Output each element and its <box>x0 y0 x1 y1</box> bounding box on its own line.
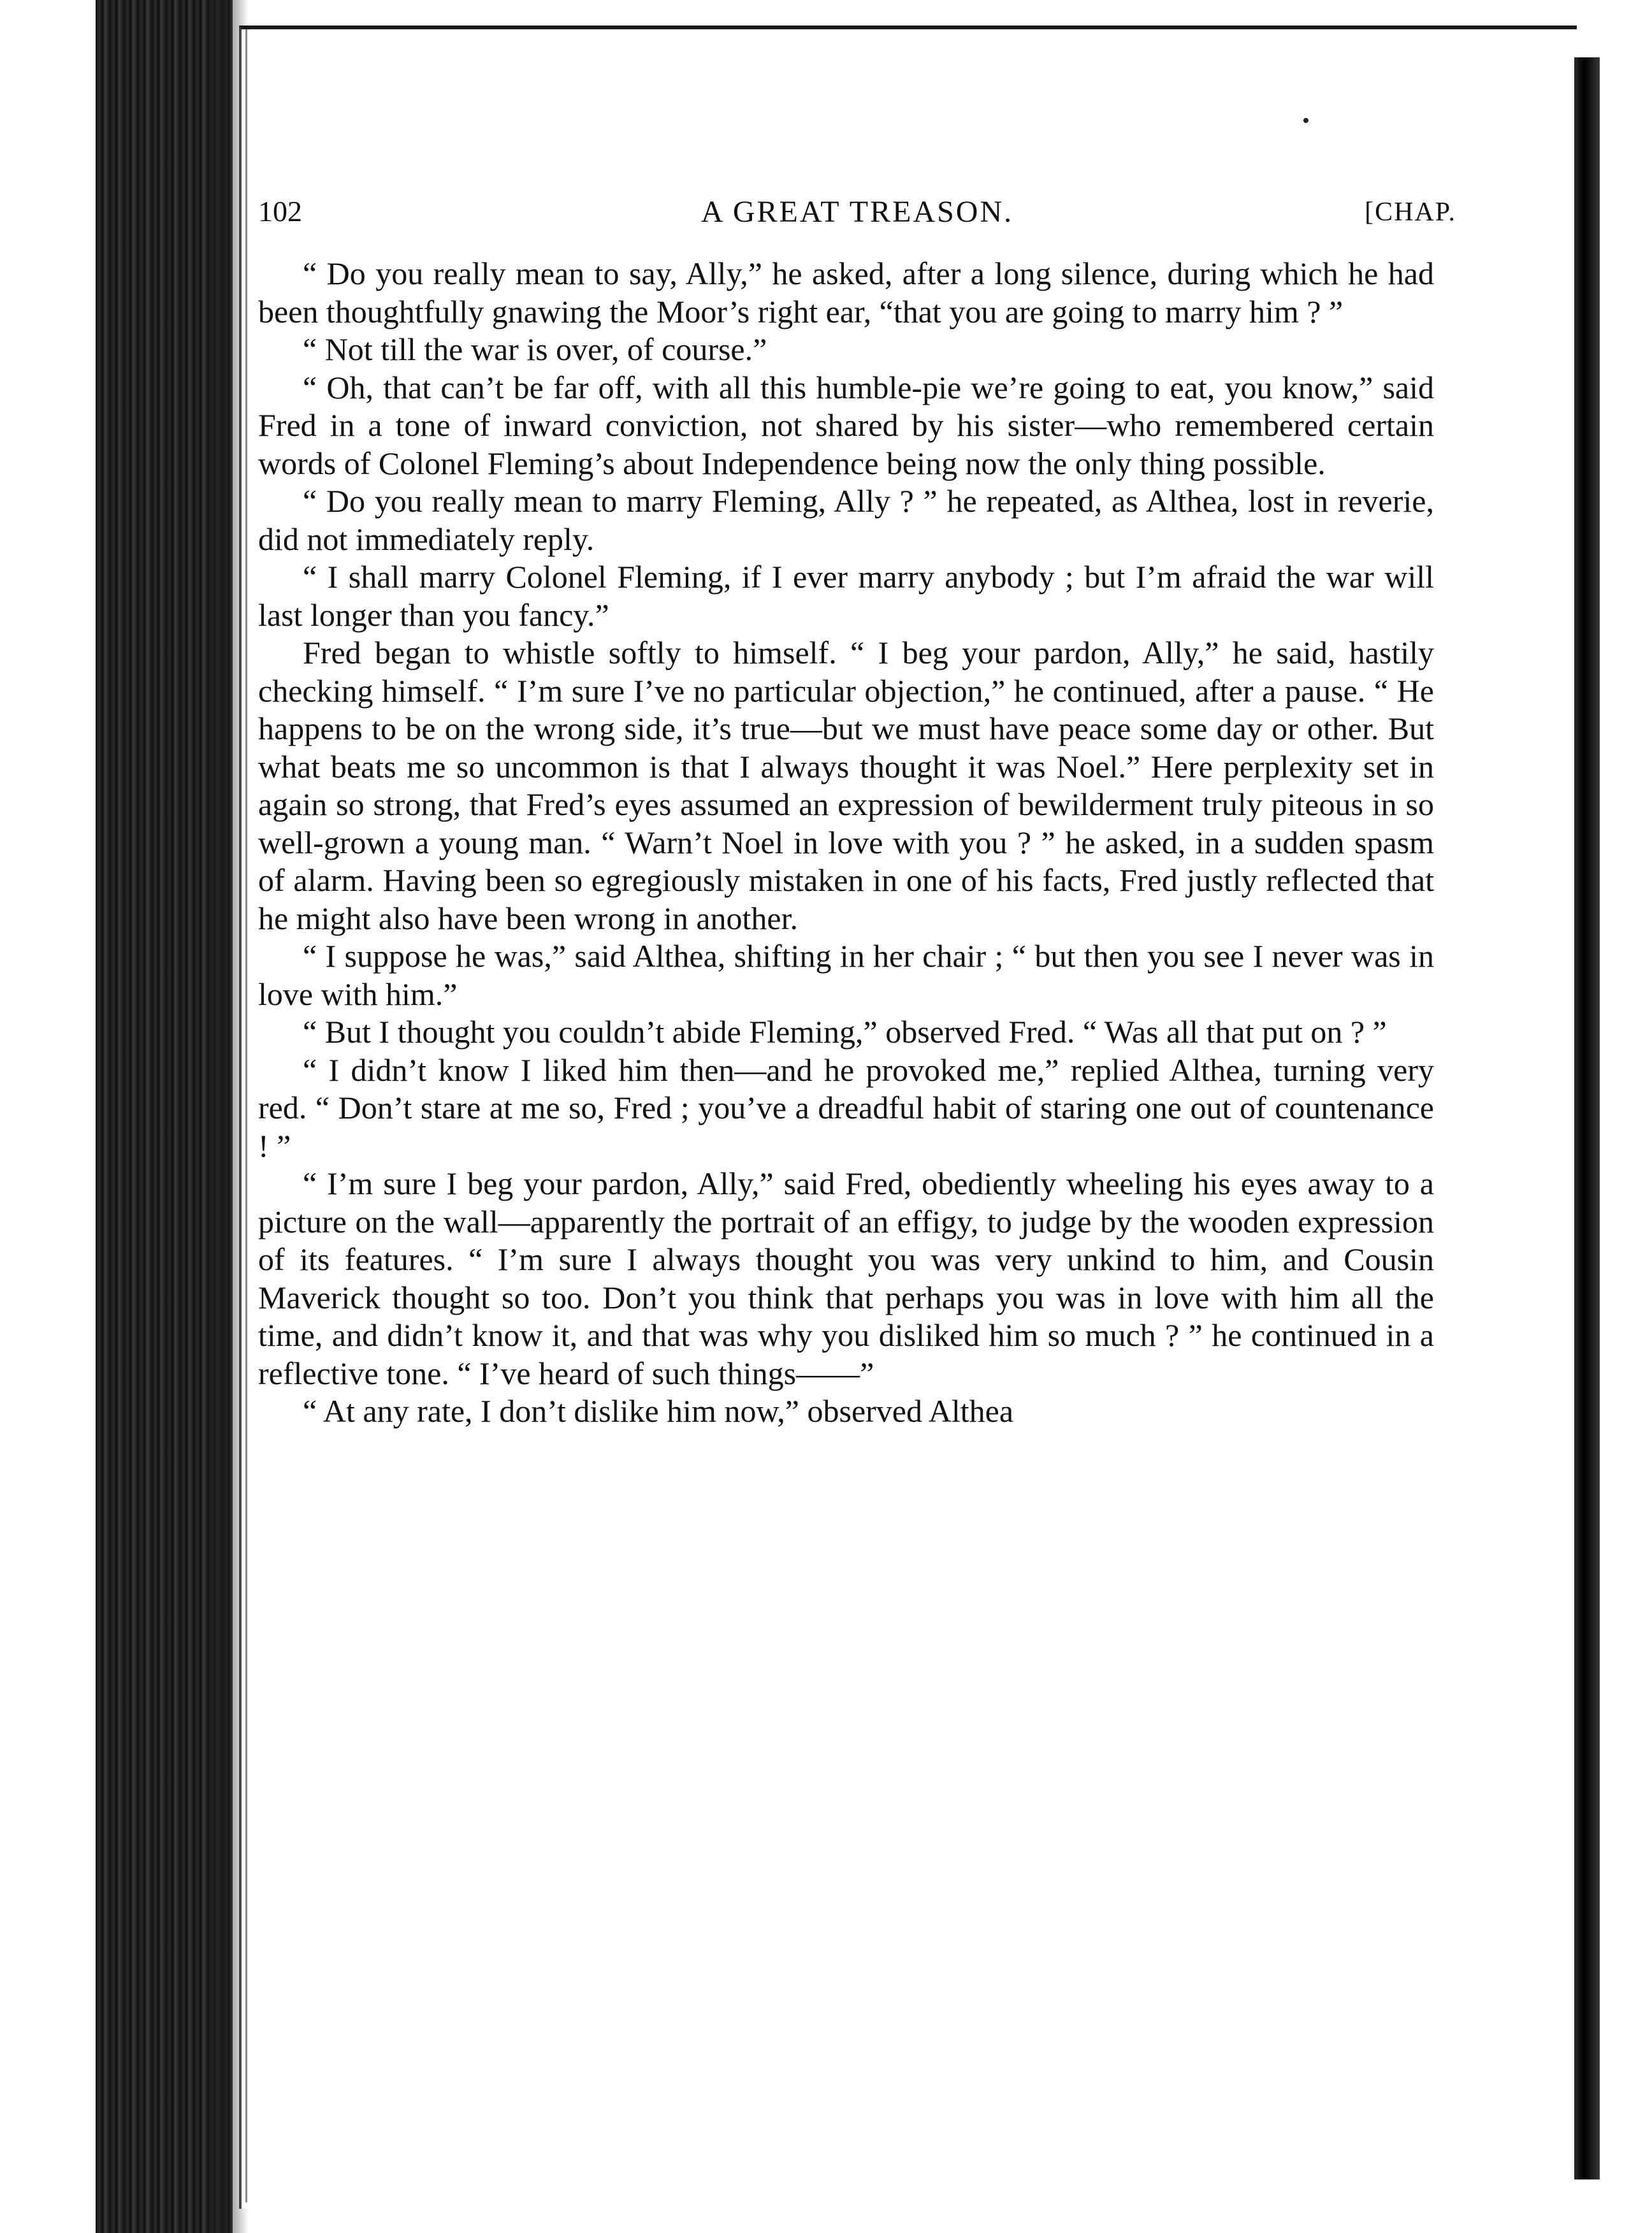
running-title: A GREAT TREASON. <box>700 195 1014 229</box>
paragraph: Fred began to whistle softly to himself. “ I beg your pardon, Ally,” he said, hastily checking himself. “ I’m sure I’ve no particular objection,” he continued, after a pause. “ He happens to be on the wrong side, it’s true—but we must have peace some day or other. But what beats me so uncommon is that I always thought it was Noel.” Here perplexity set in again so strong, that Fred’s eyes assumed an expression of bewilderment truly piteous in so well-grown a young man. “ Warn’t Noel in love with you ? ” he asked, in a sudden spasm of alarm. Having been so egregiously mistaken in one of his facts, Fred justly reflected that he might also have been wrong in another. <box>258 635 1434 936</box>
paragraph: “ I shall marry Colonel Fleming, if I ever marry anybody ; but I’m afraid the war will last longer than you fancy.” <box>258 559 1434 633</box>
paragraph: “ Not till the war is over, of course.” <box>303 331 767 367</box>
paragraph: “ But I thought you couldn’t abide Fleming,” observed Fred. “ Was all that put on ? ” <box>303 1014 1387 1050</box>
chapter-marker: [CHAP. <box>1365 198 1456 227</box>
paragraph: “ I’m sure I beg your pardon, Ally,” said Fred, obediently wheeling his eyes away to a picture on the wall—apparently the portrait of an effigy, to judge by the wooden expression of its features. “ I’m sure I always thought you was very unkind to him, and Cousin Maverick thought so too. Don’t you think that perhaps you was in love with him all the time, and didn’t know it, and that was why you disliked him so much ? ” he continued in a reflective tone. “ I’ve heard of such things——” <box>258 1166 1434 1391</box>
paper-speck <box>1303 118 1308 123</box>
body-text <box>258 255 1434 1431</box>
running-head <box>258 194 1456 239</box>
paragraph: “ Do you really mean to marry Fleming, Ally ? ” he repeated, as Althea, lost in reverie, did not immediately reply. <box>258 483 1434 557</box>
facing-page-edge <box>1574 57 1600 2179</box>
paragraph: “ Oh, that can’t be far off, with all this humble-pie we’re going to eat, you know,” said Fred in a tone of inward conviction, not shared by his sister—who remembered certain words of Colonel Fleming’s about Independence being now the only thing possible. <box>258 369 1434 481</box>
page-number: 102 <box>258 195 302 228</box>
paragraph: “ At any rate, I don’t dislike him now,” observed Althea <box>303 1393 1014 1429</box>
paragraph: “ I suppose he was,” said Althea, shifting in her chair ; “ but then you see I never was in love with him.” <box>258 938 1434 1012</box>
paragraph: “ I didn’t know I liked him then—and he provoked me,” replied Althea, turning very red. “ Don’t stare at me so, Fred ; you’ve a dreadful habit of staring one out of countenance ! ” <box>258 1051 1434 1164</box>
paragraph: “ Do you really mean to say, Ally,” he asked, after a long silence, during which he had been thoughtfully gnawing the Moor’s right ear, “that you are going to marry him ? ” <box>258 256 1434 329</box>
